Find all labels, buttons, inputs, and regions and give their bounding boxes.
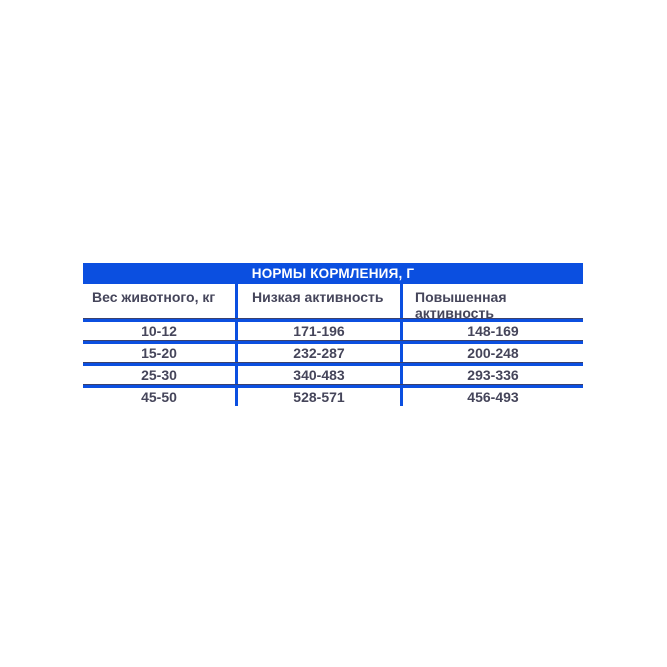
cell-low-activity: 232-287	[235, 344, 400, 362]
column-header-high-activity-label: Повышенная активность	[415, 289, 507, 321]
cell-low-activity: 528-571	[235, 388, 400, 406]
feeding-norms-table	[83, 263, 583, 406]
column-header-weight	[83, 284, 235, 318]
cell-weight: 15-20	[141, 345, 177, 361]
table-row	[83, 322, 583, 340]
table-title: НОРМЫ КОРМЛЕНИЯ, Г	[251, 266, 415, 281]
cell-weight: 45-50	[141, 389, 177, 405]
column-header-weight-label: Вес животного, кг	[92, 289, 216, 305]
cell-high-activity: 148-169	[400, 322, 583, 340]
cell-weight: 10-12	[141, 323, 177, 339]
table-row	[83, 344, 583, 362]
column-header-high-activity	[400, 284, 583, 321]
cell-high-activity: 456-493	[400, 388, 583, 406]
table-title-bar	[83, 263, 583, 284]
table-row	[83, 366, 583, 384]
cell-low-activity: 171-196	[235, 322, 400, 340]
table-header-row	[83, 284, 583, 321]
column-header-low-activity-label: Низкая активность	[252, 289, 384, 305]
table-row	[83, 388, 583, 406]
column-header-low-activity	[235, 284, 400, 318]
cell-high-activity: 200-248	[400, 344, 583, 362]
cell-weight: 25-30	[141, 367, 177, 383]
cell-low-activity: 340-483	[235, 366, 400, 384]
cell-high-activity: 293-336	[400, 366, 583, 384]
